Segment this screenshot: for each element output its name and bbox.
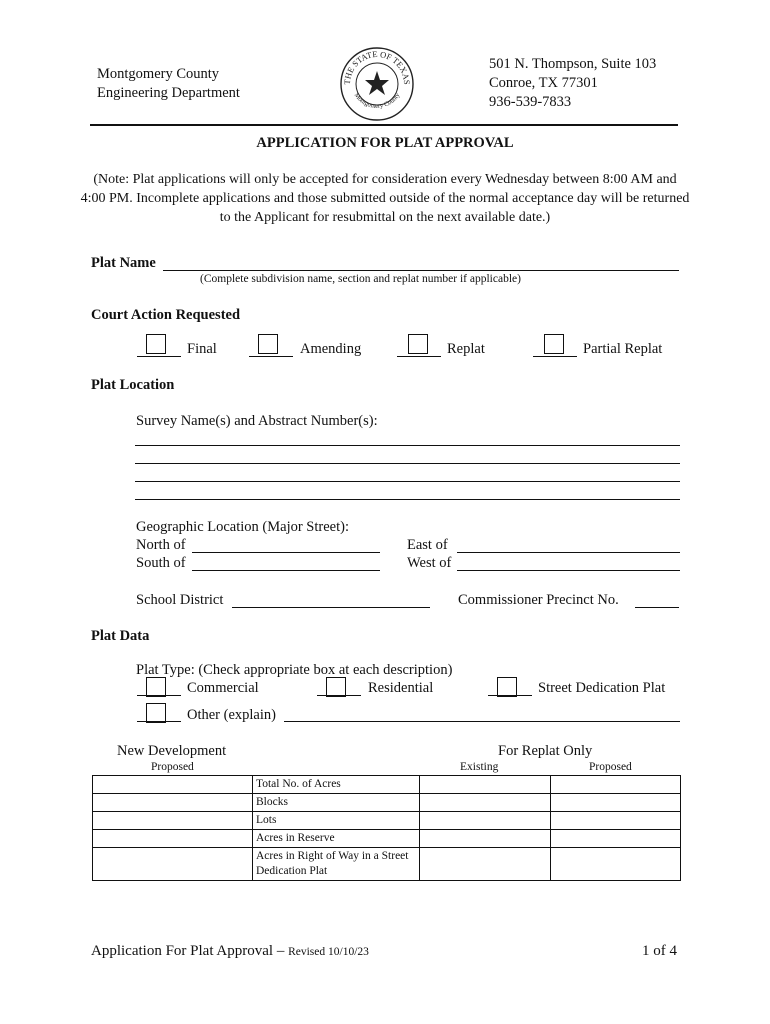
table-row [93,848,681,881]
seal-top-text: THE STATE OF TEXAS [341,48,413,85]
survey-line-3[interactable] [135,481,680,482]
address-line2: Conroe, TX 77301 [489,75,598,91]
header-divider [90,124,678,126]
org-line1: Montgomery County [97,66,220,82]
survey-line-1[interactable] [135,445,680,446]
residential-label: Residential [368,680,434,696]
residential-checkbox[interactable] [326,677,346,697]
street-dedication-label: Street Dedication Plat [538,680,666,696]
phone: 936-539-7833 [489,94,572,110]
footer-revised: Revised 10/10/23 [288,946,369,958]
org-block [97,65,240,103]
row-label: Acres in Right of Way in a Street Dedication Plat [253,848,420,881]
replat-line [397,356,441,357]
svg-text:Montgomery County [353,91,402,110]
partial-replat-line [533,356,577,357]
table-row [93,794,681,812]
other-explain-field[interactable] [284,721,680,722]
partial-replat-label: Partial Replat [583,341,663,357]
school-district-field[interactable] [232,607,430,608]
survey-line-4[interactable] [135,499,680,500]
existing-cell[interactable] [420,812,551,830]
south-field[interactable] [192,570,380,571]
proposed-cell[interactable] [551,830,681,848]
plat-name-field[interactable] [163,270,679,271]
other-label: Other (explain) [187,707,276,723]
replat-checkbox[interactable] [408,334,428,354]
row-label: Acres in Reserve [253,830,420,848]
existing-cell[interactable] [420,794,551,812]
existing-cell[interactable] [420,776,551,794]
south-label: South of [136,555,186,571]
row-label: Blocks [253,794,420,812]
proposed-header: Proposed [151,761,194,773]
proposed-cell[interactable] [551,812,681,830]
existing-cell[interactable] [420,830,551,848]
new-dev-cell[interactable] [93,848,253,881]
address-line1: 501 N. Thompson, Suite 103 [489,56,657,72]
footer-title [91,943,369,960]
final-checkbox[interactable] [146,334,166,354]
other-checkbox[interactable] [146,703,166,723]
final-label: Final [187,341,217,357]
west-field[interactable] [457,570,680,571]
commercial-label: Commercial [187,680,259,696]
page-title: APPLICATION FOR PLAT APPROVAL [256,135,514,151]
court-action-heading: Court Action Requested [91,307,241,323]
note-paragraph: (Note: Plat applications will only be accepted for consideration every Wednesday between 8:00 AM and 4:00 PM. Incomplete applications and those submitted outside of the normal acceptance day will be returned to the Applicant for resubmittal on the next available date.) [80,172,690,225]
county-seal [338,45,416,123]
proposed-cell[interactable] [551,848,681,881]
page-number: 1 of 4 [642,943,677,959]
final-line [137,356,181,357]
row-label: Lots [253,812,420,830]
plat-name-label: Plat Name [91,255,156,271]
survey-label: Survey Name(s) and Abstract Number(s): [136,413,378,429]
row-label: Total No. of Acres [253,776,420,794]
north-label: North of [136,537,186,553]
address-block [489,55,656,112]
plat-data-heading: Plat Data [91,628,150,644]
east-field[interactable] [457,552,680,553]
partial-replat-checkbox[interactable] [544,334,564,354]
seal-bottom-text: Montgomery County [352,91,402,110]
amending-checkbox[interactable] [258,334,278,354]
new-dev-cell[interactable] [93,776,253,794]
plat-name-hint: (Complete subdivision name, section and replat number if applicable) [200,273,521,285]
replat-proposed-header: Proposed [589,761,632,773]
precinct-field[interactable] [635,607,679,608]
north-field[interactable] [192,552,380,553]
plat-type-label: Plat Type: (Check appropriate box at each description) [136,662,453,678]
amending-label: Amending [300,341,362,357]
plat-location-heading: Plat Location [91,377,175,393]
street-dedication-checkbox[interactable] [497,677,517,697]
new-dev-cell[interactable] [93,830,253,848]
existing-header: Existing [460,761,499,773]
plat-data-table [92,775,681,881]
replat-only-label: For Replat Only [498,743,593,759]
proposed-cell[interactable] [551,776,681,794]
table-row [93,776,681,794]
org-line2: Engineering Department [97,85,240,101]
west-label: West of [407,555,452,571]
new-development-label: New Development [117,743,227,759]
precinct-label: Commissioner Precinct No. [458,592,619,608]
replat-label: Replat [447,341,485,357]
proposed-cell[interactable] [551,794,681,812]
geo-label: Geographic Location (Major Street): [136,519,349,535]
commercial-checkbox[interactable] [146,677,166,697]
survey-line-2[interactable] [135,463,680,464]
new-dev-cell[interactable] [93,794,253,812]
existing-cell[interactable] [420,848,551,881]
table-row [93,812,681,830]
amending-line [249,356,293,357]
table-row [93,830,681,848]
east-label: East of [407,537,448,553]
new-dev-cell[interactable] [93,812,253,830]
school-district-label: School District [136,592,224,608]
footer-form-name: Application For Plat Approval – [91,943,289,959]
